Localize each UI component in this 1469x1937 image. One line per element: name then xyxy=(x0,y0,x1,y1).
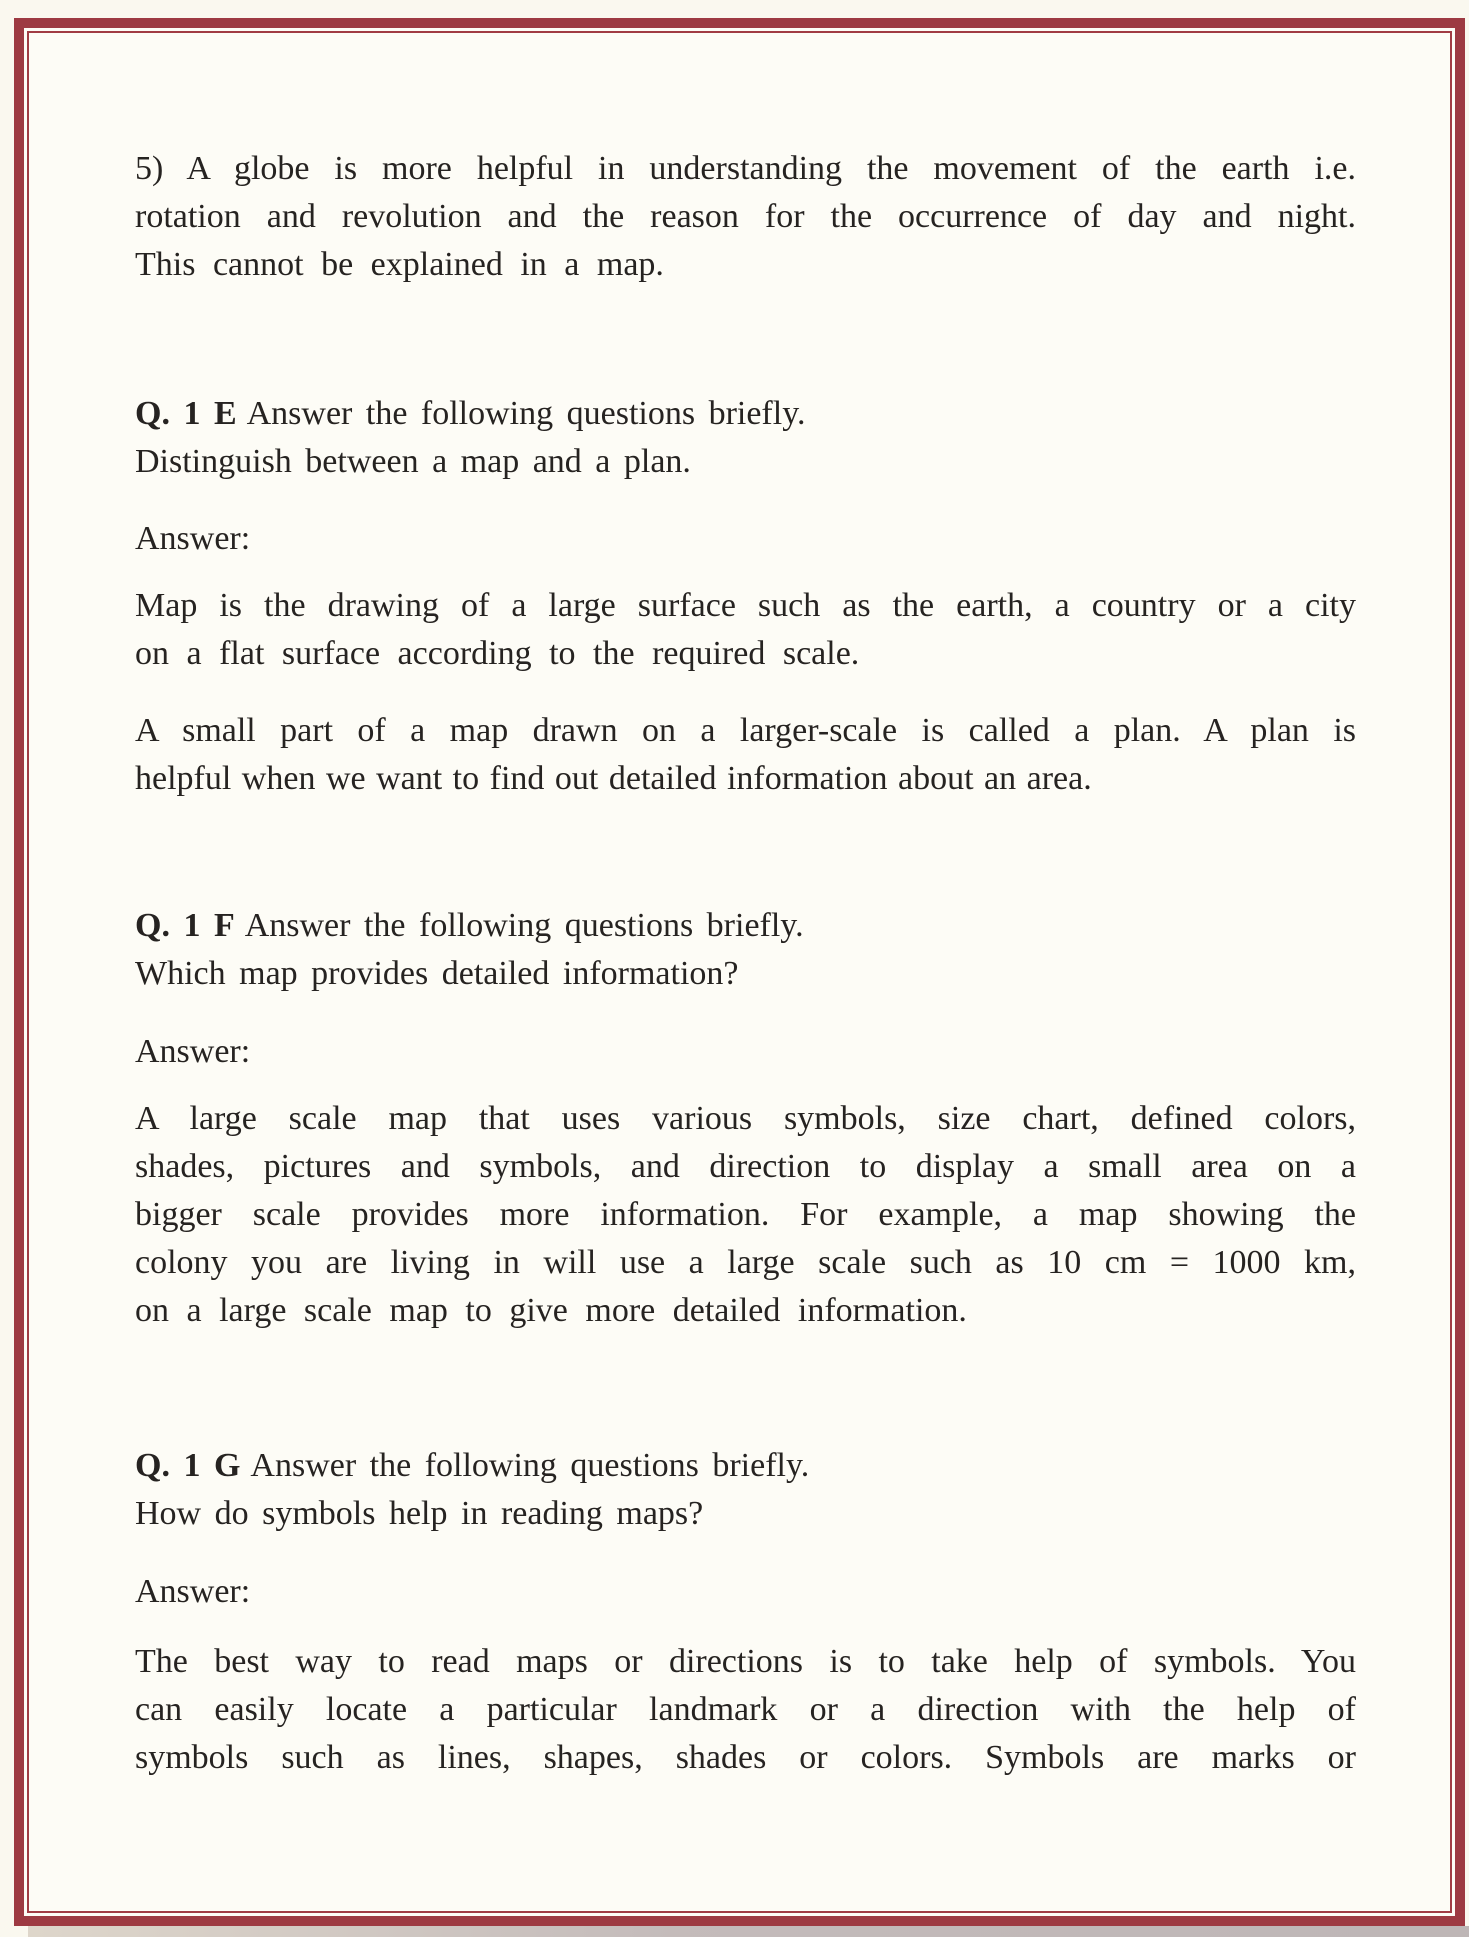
question-1g-text: How do symbols help in reading maps? xyxy=(135,1495,704,1532)
answer-line: Map is the drawing of a large surface such as the earth, a country or a city xyxy=(135,587,1356,624)
answer-line: symbols such as lines, shapes, shades or colors. Symbols are marks or xyxy=(135,1739,1356,1776)
answer-line: colony you are living in will use a large scale such as 10 cm = 1000 km, xyxy=(135,1244,1356,1281)
answer-1e-label: Answer: xyxy=(135,520,251,557)
question-1g-label: Q. 1 G xyxy=(135,1447,241,1484)
question-1f-heading-text: Answer the following questions briefly. xyxy=(244,907,804,944)
page-bottom-shadow xyxy=(28,1926,1469,1937)
answer-line: on a large scale map to give more detailed information. xyxy=(135,1292,967,1329)
answer-1e-paragraph-2 xyxy=(135,707,1356,803)
answer-line: shades, pictures and symbols, and direction to display a small area on a xyxy=(135,1148,1356,1185)
answer-1e-paragraph-1 xyxy=(135,582,1356,678)
question-1e-heading-text: Answer the following questions briefly. xyxy=(246,395,806,432)
answer-line: helpful when we want to find out detailed information about an area. xyxy=(135,760,1092,797)
question-1f-heading xyxy=(135,902,1356,998)
answer-1f-paragraph xyxy=(135,1095,1356,1335)
answer-line: on a flat surface according to the required scale. xyxy=(135,635,860,672)
question-1f-label: Q. 1 F xyxy=(135,907,235,944)
answer-line: bigger scale provides more information. For example, a map showing the xyxy=(135,1196,1356,1233)
answer-1g-label: Answer: xyxy=(135,1573,251,1610)
intro-paragraph xyxy=(135,145,1356,289)
document-content xyxy=(135,0,1356,1782)
answer-line: can easily locate a particular landmark or a direction with the help of xyxy=(135,1691,1356,1728)
question-1g-heading xyxy=(135,1442,1356,1538)
answer-line: A large scale map that uses various symbols, size chart, defined colors, xyxy=(135,1100,1356,1137)
intro-line-1: 5) A globe is more helpful in understanding the movement of the earth i.e. xyxy=(135,150,1356,187)
intro-line-3: This cannot be explained in a map. xyxy=(135,246,664,283)
question-1e-label: Q. 1 E xyxy=(135,395,237,432)
question-1f-text: Which map provides detailed information? xyxy=(135,955,739,992)
answer-1g-paragraph xyxy=(135,1638,1356,1782)
question-1e-heading xyxy=(135,390,1356,486)
answer-1f-label: Answer: xyxy=(135,1033,251,1070)
answer-line: The best way to read maps or directions is to take help of symbols. You xyxy=(135,1643,1356,1680)
intro-line-2: rotation and revolution and the reason for the occurrence of day and night. xyxy=(135,198,1356,235)
question-1e-text: Distinguish between a map and a plan. xyxy=(135,443,691,480)
question-1g-heading-text: Answer the following questions briefly. xyxy=(250,1447,810,1484)
answer-line: A small part of a map drawn on a larger-scale is called a plan. A plan is xyxy=(135,712,1356,749)
